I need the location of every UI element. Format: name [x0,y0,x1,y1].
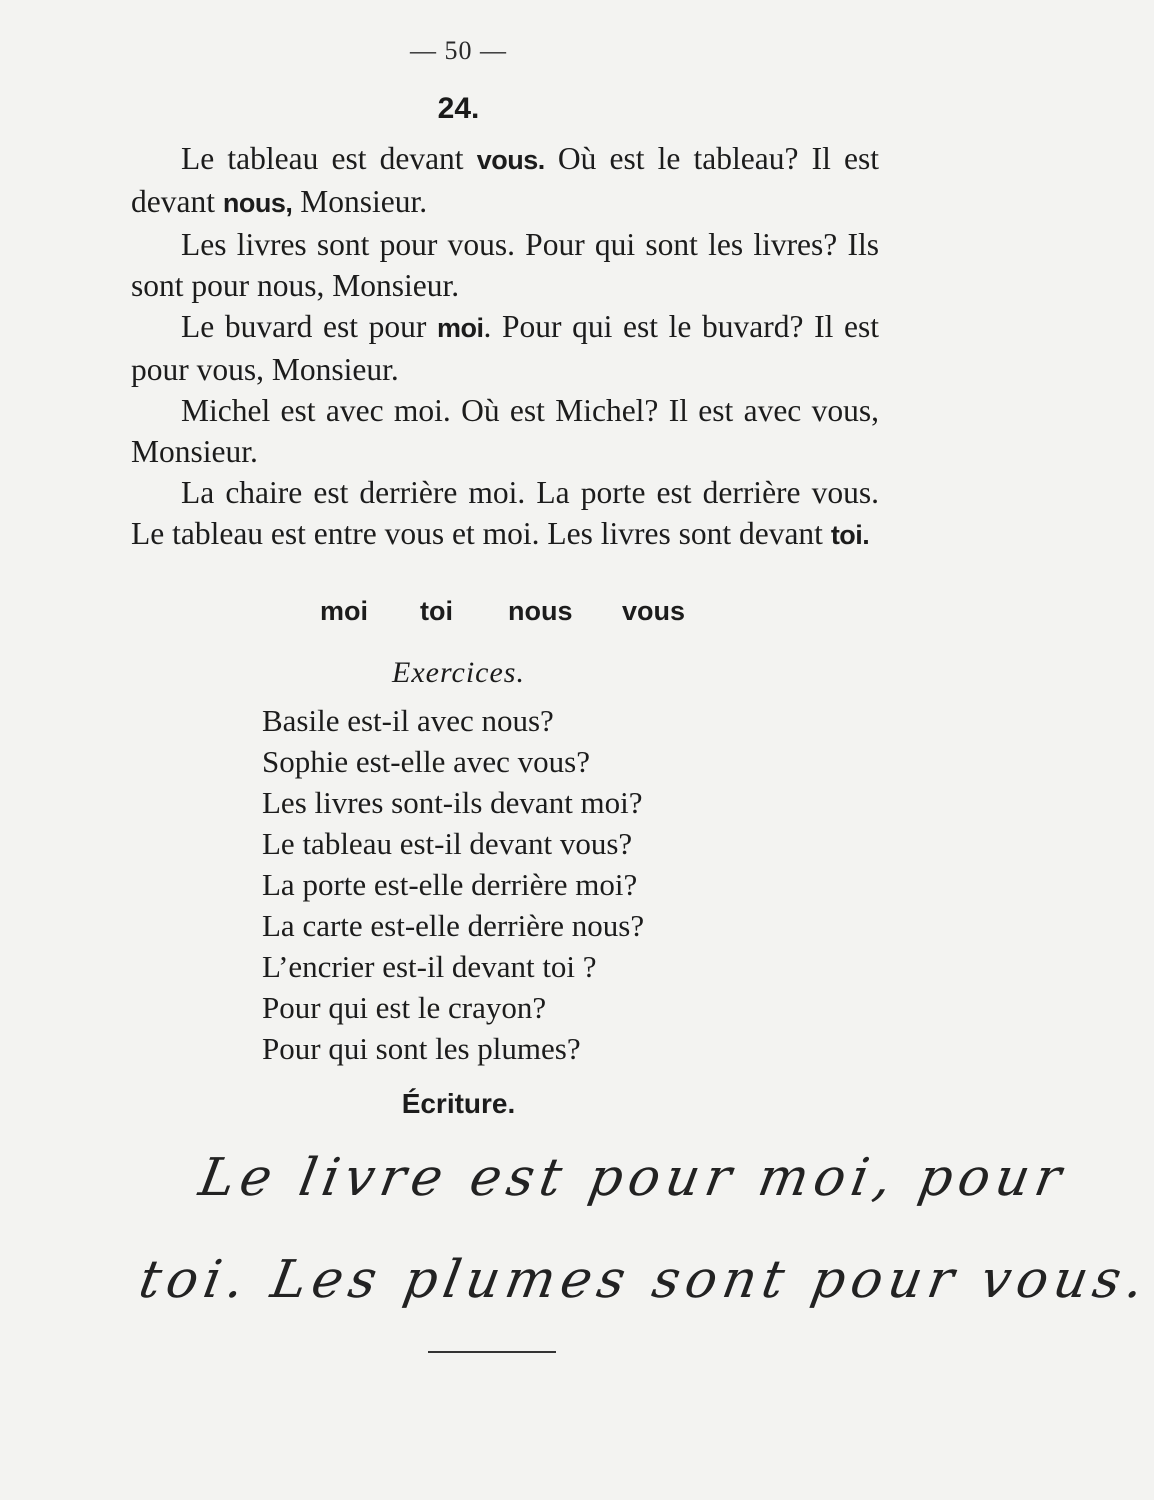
pronoun-toi: toi [420,596,453,626]
question-item: Basile est-il avec nous? [262,703,554,738]
pronoun-vous: vous [622,596,686,626]
keyword: vous. [476,145,545,175]
text-run: La chaire est derrière moi. La porte est derrière vous. Le tableau est entre vous et moi. Les livres sont devant [131,475,879,551]
pronoun-nous: nous [508,596,573,626]
cursive-line-1: Le livre est pour moi, pour [194,1148,1072,1208]
question-item: La carte est-elle derrière nous? [262,908,645,943]
exercises-heading: Exercices. [392,656,525,689]
keyword: moi [436,313,484,343]
text-run: Le buvard est pour [181,309,437,344]
question-item: Pour qui est le crayon? [262,990,547,1025]
question-item: Pour qui sont les plumes? [262,1031,581,1066]
paragraph [131,224,879,306]
cursive-line-2: toi. Les plumes sont pour vous. [134,1250,1154,1310]
lesson-number: 24. [437,92,480,125]
keyword: nous, [222,188,293,218]
text-run: Le tableau est devant [181,141,477,176]
paragraph [131,390,879,472]
exercise-questions [262,700,644,1069]
paragraph [131,138,879,224]
question-item: L’encrier est-il devant toi ? [262,949,597,984]
paragraph [131,306,879,390]
keyword: toi. [830,520,870,550]
page-number: — 50 — [410,36,507,65]
paragraph [131,472,879,556]
divider-rule [428,1351,556,1353]
text-run: Monsieur. [292,184,428,219]
question-item: Les livres sont-ils devant moi? [262,785,643,820]
text-run: Michel est avec moi. Où est Michel? Il est avec vous, Monsieur. [131,393,879,469]
question-item: Le tableau est-il devant vous? [262,826,633,861]
question-item: La porte est-elle derrière moi? [262,867,638,902]
writing-heading: Écriture. [401,1088,516,1119]
pronoun-moi: moi [320,596,369,626]
text-run: Où est le tableau? Il est devant [131,141,879,219]
text-run: . Pour qui est le buvard? Il est pour vous, Monsieur. [131,309,879,387]
text-run: Les livres sont pour vous. Pour qui sont les livres? Ils sont pour nous, Monsieur. [131,227,879,303]
question-item: Sophie est-elle avec vous? [262,744,590,779]
lesson-text [131,138,879,556]
